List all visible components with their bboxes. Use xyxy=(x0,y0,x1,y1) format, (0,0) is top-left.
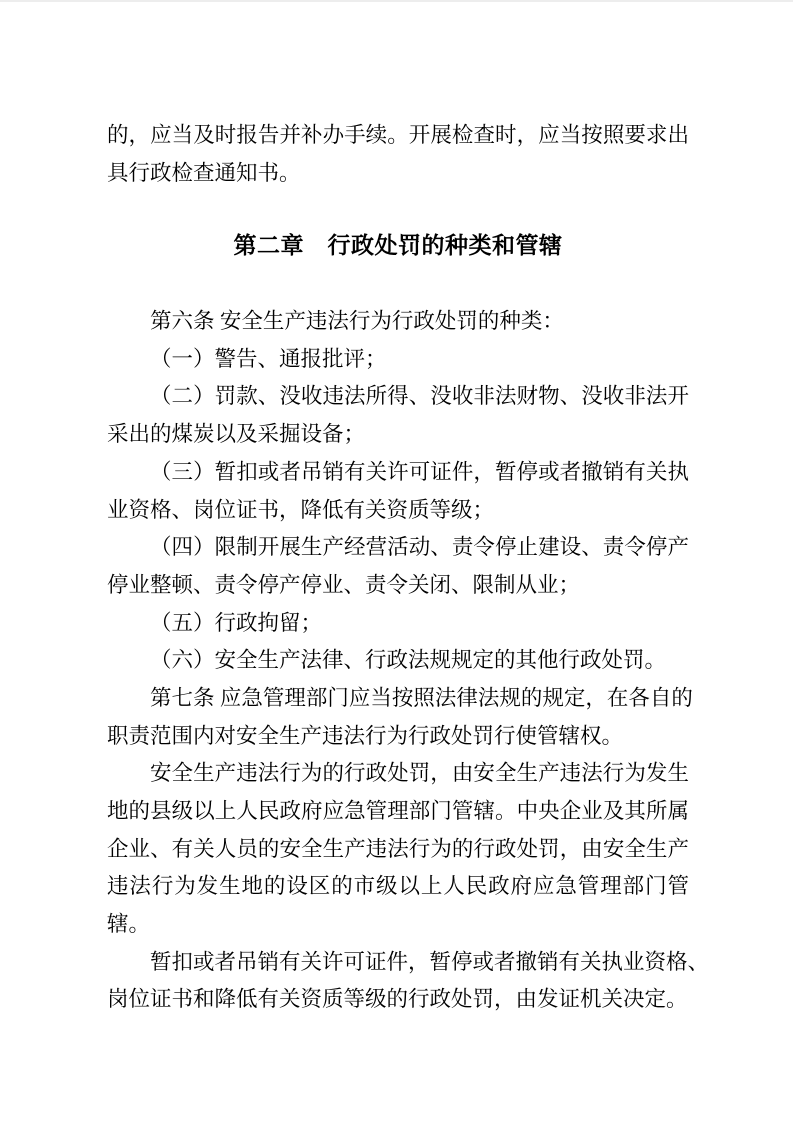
text-line: 业资格、岗位证书，降低有关资质等级； xyxy=(107,497,495,522)
text-line: 具行政检查通知书。 xyxy=(107,160,301,185)
list-item-6 xyxy=(107,642,689,680)
list-item-3 xyxy=(107,454,689,529)
list-item-4 xyxy=(107,529,689,604)
chapter-heading: 第二章 行政处罚的种类和管辖 xyxy=(233,233,563,259)
text-line: 安全生产违法行为的行政处罚，由安全生产违法行为发生 xyxy=(150,761,689,786)
text-line: 第六条 安全生产违法行为行政处罚的种类： xyxy=(150,309,564,334)
text-line: （三）暂扣或者吊销有关许可证件，暂停或者撤销有关执 xyxy=(150,459,689,484)
text-line: （四）限制开展生产经营活动、责令停止建设、责令停产 xyxy=(150,535,689,560)
text-line: 企业、有关人员的安全生产违法行为的行政处罚，由安全生产 xyxy=(107,836,689,861)
text-line: 职责范围内对安全生产违法行为行政处罚行使管辖权。 xyxy=(107,723,624,748)
paragraph-article-6 xyxy=(107,303,689,341)
text-line: 岗位证书和降低有关资质等级的行政处罚，由发证机关决定。 xyxy=(107,987,688,1012)
document-text-area xyxy=(0,2,793,1019)
text-line: 违法行为发生地的设区的市级以上人民政府应急管理部门管 xyxy=(107,874,689,899)
text-line: 地的县级以上人民政府应急管理部门管辖。中央企业及其所属 xyxy=(107,799,689,823)
text-line: 停业整顿、责令停产停业、责令关闭、限制从业； xyxy=(107,572,581,597)
text-line: （六）安全生产法律、行政法规规定的其他行政处罚。 xyxy=(150,648,667,673)
paragraph-jurisdiction xyxy=(107,755,689,943)
list-item-1 xyxy=(107,341,689,379)
text-line: （五）行政拘留； xyxy=(150,610,323,635)
paragraph-article-7 xyxy=(107,680,693,755)
text-line: 辖。 xyxy=(107,912,151,937)
text-line: 采出的煤炭以及采掘设备； xyxy=(107,422,366,447)
paragraph-licensing-authority xyxy=(107,944,710,1019)
list-item-2 xyxy=(107,378,689,453)
text-line: 第七条 应急管理部门应当按照法律法规的规定，在各自的 xyxy=(150,685,693,710)
text-line: 的，应当及时报告并补办手续。开展检查时，应当按照要求出 xyxy=(107,123,689,147)
text-line: （一）警告、通报批评； xyxy=(150,346,387,371)
paragraph-continuation xyxy=(107,117,689,192)
text-line: 暂扣或者吊销有关许可证件，暂停或者撤销有关执业资格、 xyxy=(150,949,710,974)
text-line: （二）罚款、没收违法所得、没收非法财物、没收非法开 xyxy=(150,384,689,409)
list-item-5 xyxy=(107,605,689,643)
